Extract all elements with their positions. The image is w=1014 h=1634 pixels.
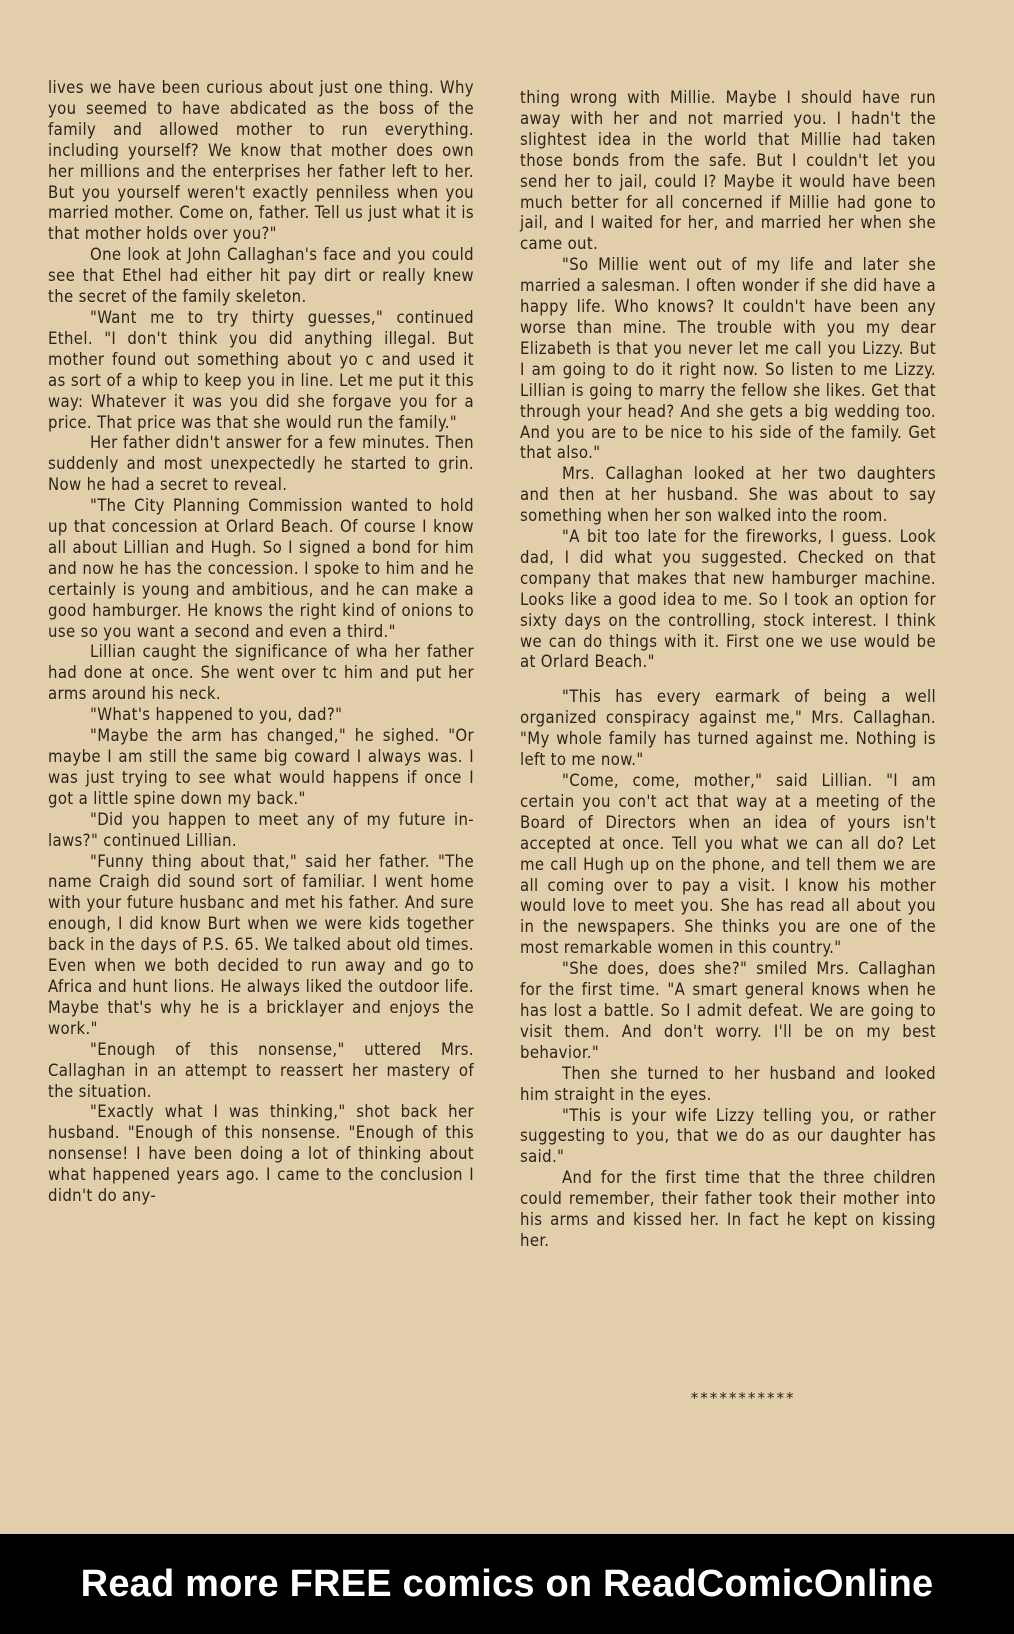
paragraph: Her father didn't answer for a few minutes. Then suddenly and most unexpectedly he started to grin. Now he had a secret to reveal. — [48, 433, 474, 495]
paragraph: "Want me to try thirty guesses," continued Ethel. "I don't think you did anything illegal. But mother found out something about yo c and used it as sort of a whip to keep you in line. Let me put it this way: Whatever it was you did she forgave you for a price. That price was that she would run the family." — [48, 307, 474, 432]
paragraph: Mrs. Callaghan looked at her two daughters and then at her husband. She was about to say something when her son walked into the room. — [520, 464, 936, 526]
paragraph: "Funny thing about that," said her father. "The name Craigh did sound sort of familiar. I went home with your future husbanc and met his father. And sure enough, I did know Burt when we were kids together back in the days of P.S. 65. We talked about old times. Even when we both decided to run away and go to Africa and hunt lions. He always liked the outdoor life. Maybe that's why he is a bricklayer and enjoys the work." — [48, 851, 474, 1038]
end-mark: *********** — [690, 1389, 795, 1407]
paragraph: One look at John Callaghan's face and you could see that Ethel had either hit pay dirt or really knew the secret of the family skeleton. — [48, 245, 474, 307]
paragraph: "Exactly what I was thinking," shot back her husband. "Enough of this nonsense. "Enough of this nonsense! I have been doing a lot of thinking about what happened years ago. I came to the conclusion I didn't do any- — [48, 1102, 474, 1206]
promo-banner-text[interactable]: Read more FREE comics on ReadComicOnline — [80, 1562, 934, 1605]
paragraph: lives we have been curious about just one thing. Why you seemed to have abdicated as the boss of the family and allowed mother to run everything. including yourself? We know that mother does own her millions and the enterprises her father left to her. But you yourself weren't exactly penniless when you married mother. Come on, father. Tell us just what it is that mother holds over you?" — [48, 78, 474, 244]
paragraph: Lillian caught the significance of wha her father had done at once. She went over tc him and put her arms around his neck. — [48, 642, 474, 704]
paragraph: And for the first time that the three children could remember, their father took their mother into his arms and kissed her. In fact he kept on kissing her. — [520, 1168, 936, 1250]
paragraph: "This has every earmark of being a well organized conspiracy against me," Mrs. Callaghan. "My whole family has turned against me. Nothing is left to me now." — [520, 687, 936, 770]
paragraph: Then she turned to her husband and looked him straight in the eyes. — [520, 1063, 936, 1104]
right-text-column — [520, 88, 936, 1252]
paragraph: "So Millie went out of my life and later she married a salesman. I often wonder if she did have a happy life. Who knows? It couldn't have been any worse than mine. The trouble with you my dear Elizabeth is that you never let me call you Lizzy. But I am going to do it right now. So listen to me Lizzy. Lillian is going to marry the fellow she likes. Get that through your head? And she gets a big wedding too. And you are to be nice to his side of the family. Get that also." — [520, 255, 936, 463]
paragraph: "What's happened to you, dad?" — [90, 705, 343, 725]
paragraph: "Maybe the arm has changed," he sighed. "Or maybe I am still the same big coward I always was. I was just trying to see what would happens if once I got a little spine down my back." — [48, 726, 474, 808]
promo-banner[interactable] — [0, 1534, 1014, 1634]
paragraph: "This is your wife Lizzy telling you, or rather suggesting to you, that we do as our daughter has said." — [520, 1105, 936, 1167]
paragraph: "Come, come, mother," said Lillian. "I am certain you con't act that way at a meeting of the Board of Directors when an idea of yours isn't accepted at once. Tell you what we can all do? Let me call Hugh up on the phone, and tell them we are all coming over to pay a visit. I know his mother would love to meet you. She has read all about you in the newspapers. She thinks you are one of the most remarkable women in this country." — [520, 771, 936, 958]
paragraph: thing wrong with Millie. Maybe I should have run away with her and not married you. I hadn't the slightest idea in the world that Millie had taken those bonds from the safe. But I couldn't let you send her to jail, could I? Maybe it would have been much better for all concerned if Millie had gone to jail, and I waited for her, and married her when she came out. — [520, 88, 936, 254]
paragraph: "A bit too late for the fireworks, I guess. Look dad, I did what you suggested. Checked on that company that makes that new hamburger machine. Looks like a good idea to me. So I took an option for sixty days on the controlling, stock interest. I think we can do things with it. First one we use would be at Orlard Beach." — [520, 527, 936, 672]
left-text-column — [48, 78, 474, 1207]
paragraph: "Enough of this nonsense," uttered Mrs. Callaghan in an attempt to reassert her mastery of the situation. — [48, 1039, 474, 1101]
paragraph: "She does, does she?" smiled Mrs. Callaghan for the first time. "A smart general knows when he has lost a battle. So I admit defeat. We are going to visit them. And don't worry. I'll be on my best behavior." — [520, 959, 936, 1062]
paragraph: "Did you happen to meet any of my future in-laws?" continued Lillian. — [48, 809, 474, 850]
paragraph: "The City Planning Commission wanted to hold up that concession at Orlard Beach. Of course I know all about Lillian and Hugh. So I signed a bond for him and now he has the concession. I spoke to him and he certainly is young and ambitious, and he can make a good hamburger. He knows the right kind of onions to use so you want a second and even a third." — [48, 496, 474, 641]
